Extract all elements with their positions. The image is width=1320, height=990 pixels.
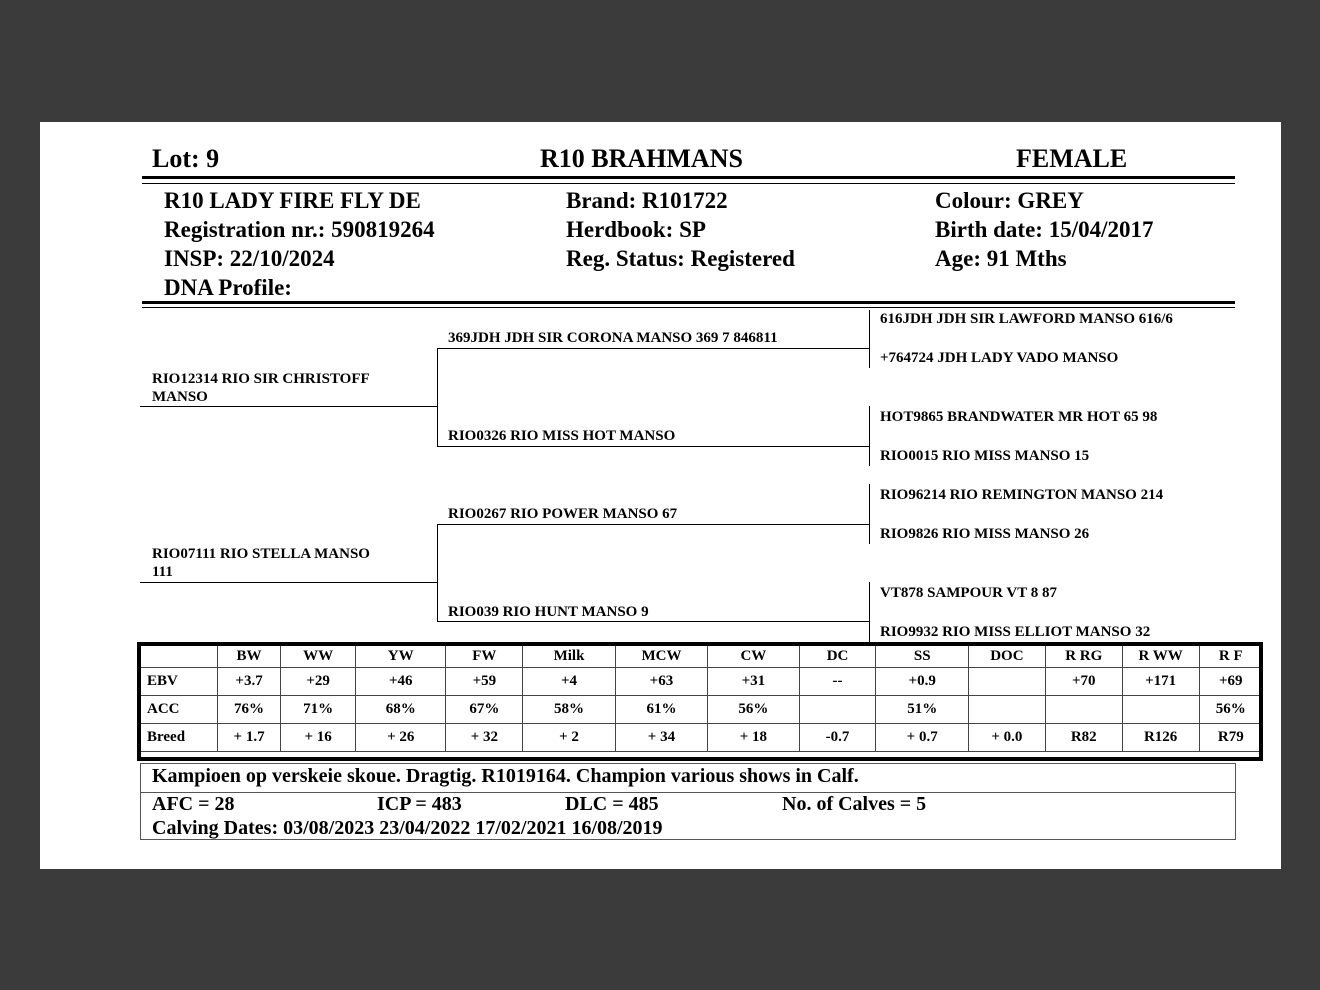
info-rule-thick [142, 301, 1235, 304]
info-rule-thin [142, 307, 1235, 308]
ebv-value-cell: + 0.0 [968, 724, 1045, 752]
ebv-header-cell: CW [708, 645, 799, 668]
pedigree-ggp-6: RIO9826 RIO MISS MANSO 26 [880, 526, 1090, 542]
ebv-row-label: ACC [141, 696, 218, 724]
ggp-bracket-4 [869, 582, 870, 642]
info-col-1 [164, 186, 435, 302]
herdbook: Herdbook: SP [566, 217, 706, 242]
icp: ICP = 483 [377, 793, 462, 815]
afc: AFC = 28 [152, 793, 235, 815]
ebv-value-cell: 56% [1199, 696, 1262, 724]
reg-status: Reg. Status: Registered [566, 246, 795, 271]
pedigree-sire-sire: 369JDH JDH SIR CORONA MANSO 369 7 846811 [448, 330, 778, 346]
number-of-calves: No. of Calves = 5 [782, 793, 927, 815]
dam-dam-line [437, 621, 869, 622]
ebv-value-cell [1122, 696, 1199, 724]
pedigree-ggp-2: +764724 JDH LADY VADO MANSO [880, 350, 1119, 366]
lot-number: Lot: 9 [152, 144, 220, 173]
ebv-value-cell: 68% [356, 696, 446, 724]
ebv-value-cell: -0.7 [799, 724, 876, 752]
info-col-3 [935, 186, 1154, 273]
ebv-header-cell: FW [446, 645, 523, 668]
header-rule-thick [142, 176, 1235, 179]
colour: Colour: GREY [935, 188, 1084, 213]
registration-number: Registration nr.: 590819264 [164, 217, 435, 242]
stats-box [140, 792, 1236, 840]
dam-sire-line [437, 524, 869, 525]
ebv-value-cell: +69 [1199, 668, 1262, 696]
ebv-value-cell: + 34 [615, 724, 707, 752]
ebv-header-cell: R F [1199, 645, 1262, 668]
pedigree-ggp-5: RIO96214 RIO REMINGTON MANSO 214 [880, 487, 1164, 503]
lot-sheet [40, 122, 1281, 869]
ebv-header-cell: R RG [1045, 645, 1122, 668]
ebv-header-row [141, 645, 1263, 668]
sire-line [140, 406, 437, 407]
ebv-value-cell: 71% [281, 696, 356, 724]
ebv-value-cell: +29 [281, 668, 356, 696]
pedigree-ggp-1: 616JDH JDH SIR LAWFORD MANSO 616/6 [880, 311, 1173, 327]
ebv-value-cell: -- [799, 668, 876, 696]
ggp-bracket-1 [869, 310, 870, 368]
pedigree-ggp-4: RIO0015 RIO MISS MANSO 15 [880, 448, 1090, 464]
ebv-header-cell: R WW [1122, 645, 1199, 668]
ebv-value-cell: +171 [1122, 668, 1199, 696]
ebv-value-cell: +0.9 [876, 668, 968, 696]
dna-profile: DNA Profile: [164, 275, 292, 300]
ebv-value-cell: +59 [446, 668, 523, 696]
ebv-value-cell: + 2 [523, 724, 615, 752]
pedigree-sire-dam: RIO0326 RIO MISS HOT MANSO [448, 428, 676, 444]
ebv-value-cell: + 1.7 [217, 724, 280, 752]
pedigree-ggp-8: RIO9932 RIO MISS ELLIOT MANSO 32 [880, 624, 1151, 640]
ebv-value-cell: +31 [708, 668, 799, 696]
sire-sire-line [437, 348, 869, 349]
ebv-value-cell: + 26 [356, 724, 446, 752]
ebv-header-cell: YW [356, 645, 446, 668]
ebv-corner-cell [141, 645, 218, 668]
pedigree-dam-dam: RIO039 RIO HUNT MANSO 9 [448, 604, 649, 620]
ebv-value-cell: 76% [217, 696, 280, 724]
ebv-header-cell: DOC [968, 645, 1045, 668]
ebv-value-cell: R126 [1122, 724, 1199, 752]
pedigree-dam: RIO07111 RIO STELLA MANSO 111 [152, 546, 370, 580]
age: Age: 91 Mths [935, 246, 1067, 271]
ebv-value-cell: 51% [876, 696, 968, 724]
brand: Brand: R101722 [566, 188, 728, 213]
ebv-header-cell: DC [799, 645, 876, 668]
stud-name: R10 BRAHMANS [540, 144, 743, 173]
pedigree-sire: RIO12314 RIO SIR CHRISTOFF MANSO [152, 371, 370, 405]
pedigree-ggp-3: HOT9865 BRANDWATER MR HOT 65 98 [880, 409, 1158, 425]
ebv-value-cell: 67% [446, 696, 523, 724]
dam-line [140, 582, 437, 583]
pedigree-ggp-7: VT878 SAMPOUR VT 8 87 [880, 585, 1057, 601]
pedigree-dam-sire: RIO0267 RIO POWER MANSO 67 [448, 506, 678, 522]
ebv-value-cell: +63 [615, 668, 707, 696]
ebv-value-cell: + 16 [281, 724, 356, 752]
ebv-value-cell: 58% [523, 696, 615, 724]
ebv-value-cell: R82 [1045, 724, 1122, 752]
ebv-header-cell: MCW [615, 645, 707, 668]
dam-bracket [437, 524, 438, 622]
ebv-row-ebv [141, 668, 1263, 696]
ebv-value-cell [799, 696, 876, 724]
sire-bracket [437, 348, 438, 447]
ggp-bracket-3 [869, 484, 870, 544]
ebv-header-cell: Milk [523, 645, 615, 668]
birth-date: Birth date: 15/04/2017 [935, 217, 1154, 242]
ebv-header-cell: BW [217, 645, 280, 668]
ebv-value-cell: R79 [1199, 724, 1262, 752]
ebv-value-cell: +46 [356, 668, 446, 696]
ebv-value-cell: + 18 [708, 724, 799, 752]
ebv-value-cell: +70 [1045, 668, 1122, 696]
info-col-2 [566, 186, 795, 273]
ebv-value-cell: 56% [708, 696, 799, 724]
sire-dam-line [437, 446, 869, 447]
ebv-header-cell: SS [876, 645, 968, 668]
ebv-row-breed [141, 724, 1263, 752]
ebv-value-cell: 61% [615, 696, 707, 724]
ebv-value-cell: +3.7 [217, 668, 280, 696]
comments-text: Kampioen op verskeie skoue. Dragtig. R1019164. Champion various shows in Calf. [152, 765, 859, 787]
ebv-row-label: EBV [141, 668, 218, 696]
ebv-value-cell: + 0.7 [876, 724, 968, 752]
ebv-row-label: Breed [141, 724, 218, 752]
header-rule-thin [142, 183, 1235, 184]
animal-sex: FEMALE [1016, 144, 1128, 173]
ebv-value-cell [1045, 696, 1122, 724]
dlc: DLC = 485 [565, 793, 659, 815]
ebv-value-cell: +4 [523, 668, 615, 696]
ebv-value-cell [968, 668, 1045, 696]
ebv-header-cell: WW [281, 645, 356, 668]
ebv-value-cell: + 32 [446, 724, 523, 752]
ebv-table [140, 644, 1263, 752]
comments-box [140, 763, 1236, 793]
ebv-row-acc [141, 696, 1263, 724]
ebv-value-cell [968, 696, 1045, 724]
insp-date: INSP: 22/10/2024 [164, 246, 335, 271]
ggp-bracket-2 [869, 406, 870, 466]
calving-dates: Calving Dates: 03/08/2023 23/04/2022 17/02/2021 16/08/2019 [152, 817, 663, 839]
animal-name: R10 LADY FIRE FLY DE [164, 188, 421, 213]
